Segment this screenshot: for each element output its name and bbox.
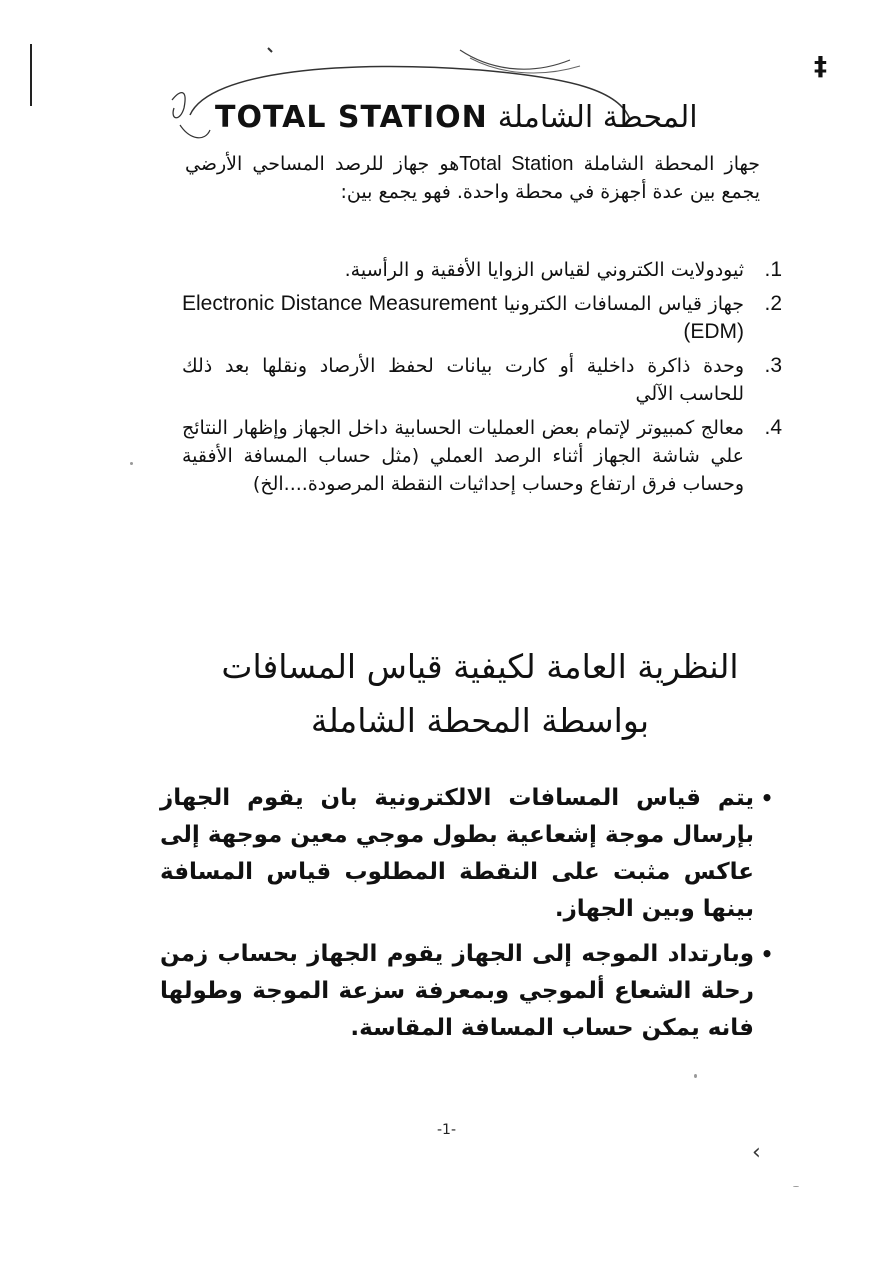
bullet-item <box>160 936 780 1047</box>
item-number: 1. <box>764 258 782 281</box>
list-item <box>182 414 782 498</box>
stray-pen-mark: ‹ <box>752 1140 761 1165</box>
components-list <box>182 256 782 504</box>
list-item <box>182 290 782 346</box>
item-number: 3. <box>764 354 782 377</box>
bullet-marker: • <box>760 786 774 810</box>
item-number: 4. <box>764 416 782 439</box>
scan-speck <box>130 462 133 465</box>
scan-speck <box>694 1074 697 1078</box>
intro-before: جهاز المحطة الشاملة <box>573 153 761 175</box>
intro-after: هو جهاز للرصد المساحي الأرضي يجمع بين عدة أجهزة في محطة واحدة. فهو يجمع بين: <box>185 153 760 203</box>
item-text: وحدة ذاكرة داخلية أو كارت بيانات لحفظ الأرصاد ونقلها بعد ذلك للحاسب الآلي <box>182 355 744 405</box>
corner-mark: ‡ <box>814 52 827 82</box>
intro-paragraph <box>185 150 760 206</box>
edm-term: Electronic Distance Measurement (EDM) <box>182 292 744 343</box>
list-item <box>182 352 782 408</box>
scan-speck <box>793 1186 799 1187</box>
margin-line <box>30 44 32 106</box>
item-text: معالج كمبيوتر لإتمام بعض العمليات الحسابية داخل الجهاز وإظهار النتائج علي شاشة الجهاز أثناء الرصد العملي (مثل حساب المسافة الأفقية وحساب فرق ارتفاع وحساب إحداثيات النقطة المرصودة....الخ) <box>182 417 744 495</box>
item-number: 2. <box>764 292 782 315</box>
item-text: ثيودولايت الكتروني لقياس الزوايا الأفقية و الرأسية. <box>344 259 744 281</box>
theory-bullets <box>160 780 780 1055</box>
page-title <box>215 92 698 142</box>
bullet-text: يتم قياس المسافات الالكترونية بان يقوم الجهاز بإرسال موجة إشعاعية بطول موجي معين موجهة إلى عاكس مثبت على النقطة المطلوب قياس المسافة بينها وبين الجهاز. <box>160 785 754 922</box>
page-number: -1- <box>436 1122 456 1138</box>
intro-term: Total Station <box>459 153 574 175</box>
bullet-marker: • <box>760 942 774 966</box>
bullet-text: وبارتداد الموجه إلى الجهاز يقوم الجهاز بحساب زمن رحلة الشعاع ألموجي وبمعرفة سزعة الموجة وطولها فانه يمكن حساب المسافة المقاسة. <box>160 941 754 1041</box>
title-english: TOTAL STATION <box>215 99 488 135</box>
title-arabic: المحطة الشاملة <box>497 99 698 135</box>
section-heading: النظرية العامة لكيفية قياس المسافات بواسطة المحطة الشاملة <box>221 647 739 740</box>
item-text <box>182 290 744 346</box>
item-text-arabic: جهاز قياس المسافات الكترونيا <box>503 293 744 315</box>
bullet-item <box>160 780 780 928</box>
list-item <box>182 256 782 284</box>
